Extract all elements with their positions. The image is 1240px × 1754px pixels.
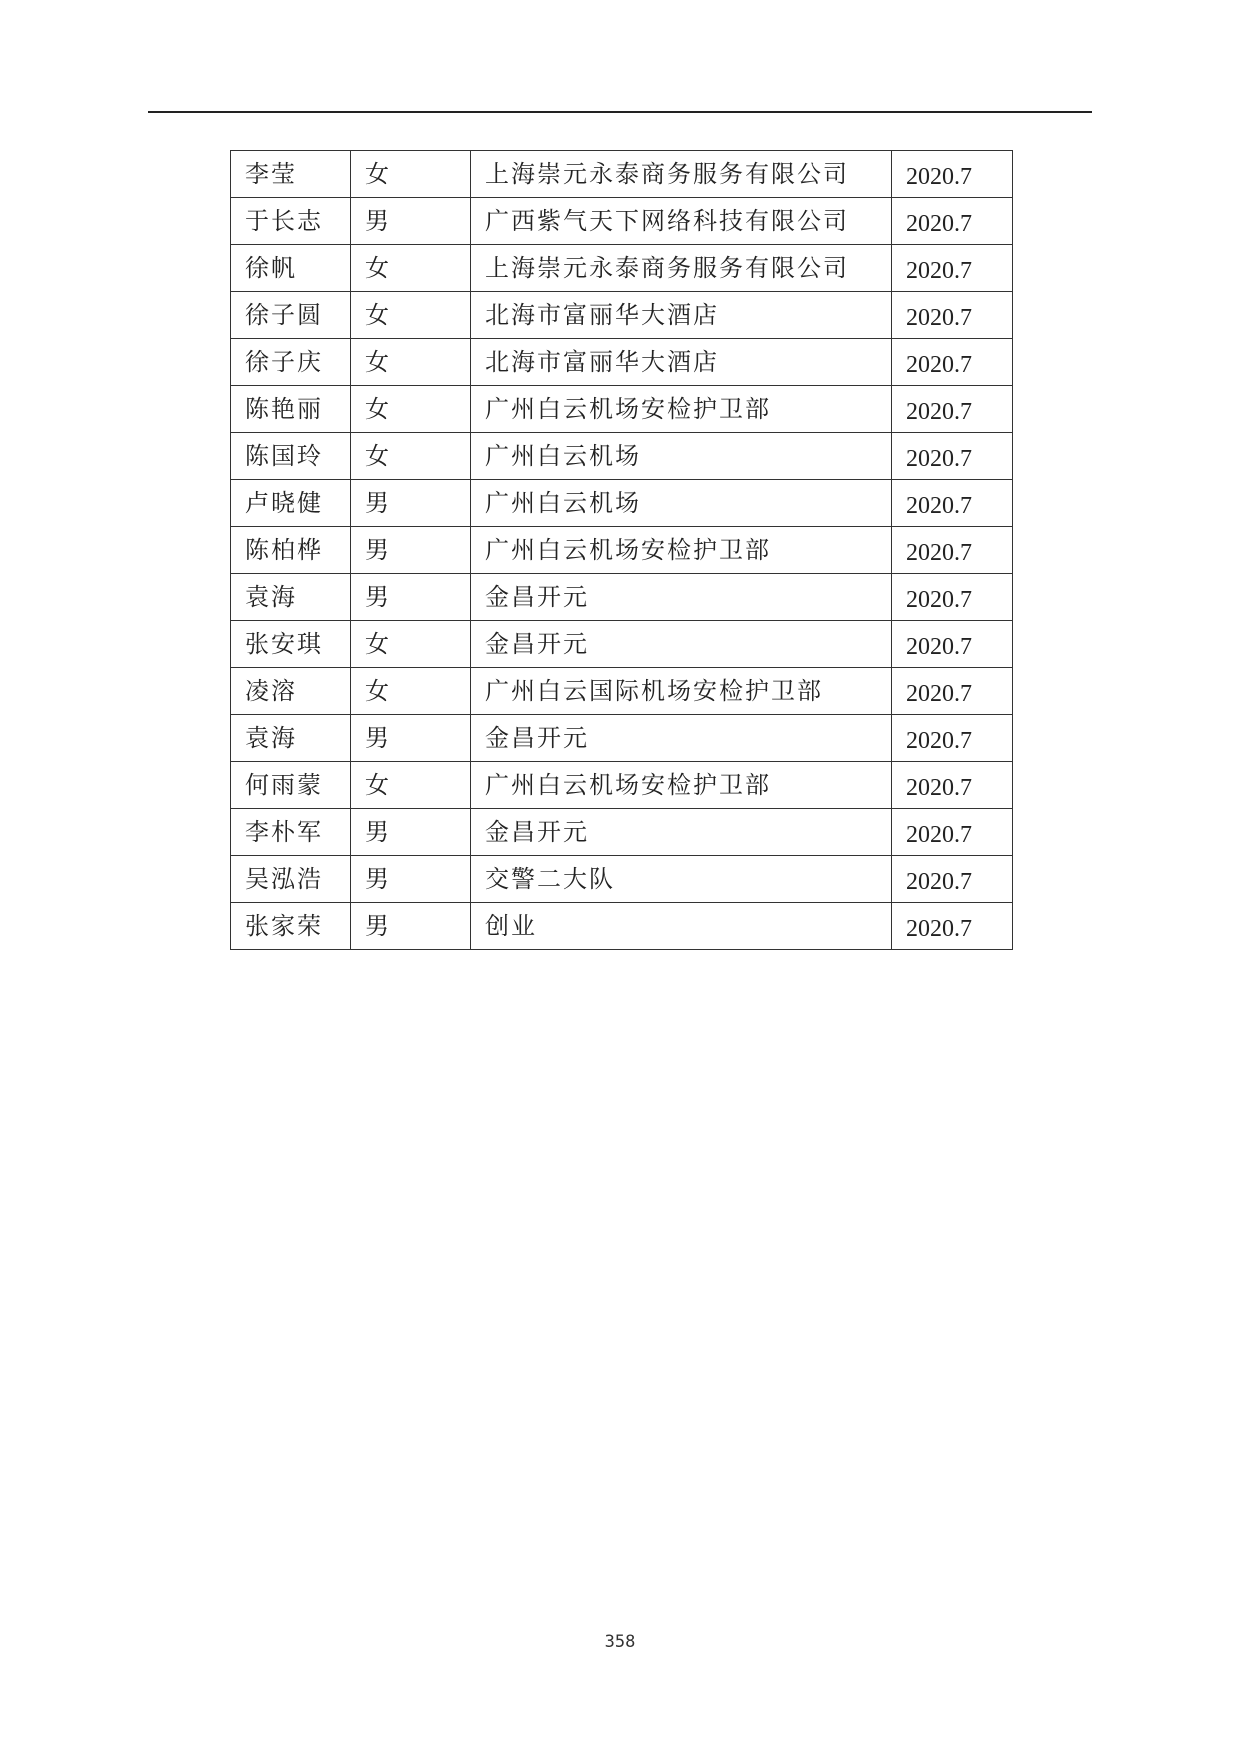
name-cell: 凌溶 bbox=[231, 668, 351, 715]
employer-cell: 上海崇元永泰商务服务有限公司 bbox=[471, 151, 892, 198]
employer-cell: 广州白云机场安检护卫部 bbox=[471, 527, 892, 574]
employer-cell: 金昌开元 bbox=[471, 809, 892, 856]
employer-cell: 广州白云机场 bbox=[471, 433, 892, 480]
employer-cell: 广州白云机场 bbox=[471, 480, 892, 527]
name-cell: 徐帆 bbox=[231, 245, 351, 292]
table-row bbox=[231, 245, 1013, 292]
employment-table bbox=[230, 150, 1013, 950]
employer-cell: 广西紫气天下网络科技有限公司 bbox=[471, 198, 892, 245]
table-row bbox=[231, 715, 1013, 762]
name-cell: 李莹 bbox=[231, 151, 351, 198]
name-cell: 陈柏桦 bbox=[231, 527, 351, 574]
gender-cell: 女 bbox=[351, 386, 471, 433]
table-row bbox=[231, 903, 1013, 950]
gender-cell: 男 bbox=[351, 809, 471, 856]
table-row bbox=[231, 574, 1013, 621]
date-cell: 2020.7 bbox=[892, 292, 1013, 339]
name-cell: 袁海 bbox=[231, 574, 351, 621]
gender-cell: 男 bbox=[351, 574, 471, 621]
table-body bbox=[231, 151, 1013, 950]
date-cell: 2020.7 bbox=[892, 715, 1013, 762]
employer-cell: 北海市富丽华大酒店 bbox=[471, 292, 892, 339]
name-cell: 袁海 bbox=[231, 715, 351, 762]
date-cell: 2020.7 bbox=[892, 527, 1013, 574]
gender-cell: 女 bbox=[351, 339, 471, 386]
date-cell: 2020.7 bbox=[892, 245, 1013, 292]
name-cell: 陈艳丽 bbox=[231, 386, 351, 433]
employer-cell: 广州白云国际机场安检护卫部 bbox=[471, 668, 892, 715]
date-cell: 2020.7 bbox=[892, 621, 1013, 668]
table-row bbox=[231, 668, 1013, 715]
gender-cell: 女 bbox=[351, 433, 471, 480]
gender-cell: 女 bbox=[351, 245, 471, 292]
employer-cell: 金昌开元 bbox=[471, 621, 892, 668]
employer-cell: 交警二大队 bbox=[471, 856, 892, 903]
name-cell: 何雨蒙 bbox=[231, 762, 351, 809]
gender-cell: 男 bbox=[351, 480, 471, 527]
date-cell: 2020.7 bbox=[892, 480, 1013, 527]
name-cell: 张安琪 bbox=[231, 621, 351, 668]
name-cell: 李朴军 bbox=[231, 809, 351, 856]
gender-cell: 女 bbox=[351, 762, 471, 809]
employer-cell: 上海崇元永泰商务服务有限公司 bbox=[471, 245, 892, 292]
name-cell: 吴泓浩 bbox=[231, 856, 351, 903]
name-cell: 张家荣 bbox=[231, 903, 351, 950]
table-row bbox=[231, 809, 1013, 856]
name-cell: 陈国玲 bbox=[231, 433, 351, 480]
gender-cell: 女 bbox=[351, 621, 471, 668]
date-cell: 2020.7 bbox=[892, 339, 1013, 386]
name-cell: 卢晓健 bbox=[231, 480, 351, 527]
table-row bbox=[231, 433, 1013, 480]
employer-cell: 北海市富丽华大酒店 bbox=[471, 339, 892, 386]
page-number: 358 bbox=[604, 1632, 636, 1652]
table-row bbox=[231, 480, 1013, 527]
gender-cell: 男 bbox=[351, 903, 471, 950]
employer-cell: 创业 bbox=[471, 903, 892, 950]
date-cell: 2020.7 bbox=[892, 762, 1013, 809]
employer-cell: 广州白云机场安检护卫部 bbox=[471, 386, 892, 433]
name-cell: 徐子圆 bbox=[231, 292, 351, 339]
date-cell: 2020.7 bbox=[892, 151, 1013, 198]
date-cell: 2020.7 bbox=[892, 574, 1013, 621]
date-cell: 2020.7 bbox=[892, 198, 1013, 245]
date-cell: 2020.7 bbox=[892, 809, 1013, 856]
employer-cell: 金昌开元 bbox=[471, 574, 892, 621]
table-row bbox=[231, 151, 1013, 198]
table-row bbox=[231, 621, 1013, 668]
gender-cell: 女 bbox=[351, 668, 471, 715]
date-cell: 2020.7 bbox=[892, 433, 1013, 480]
gender-cell: 男 bbox=[351, 198, 471, 245]
employer-cell: 广州白云机场安检护卫部 bbox=[471, 762, 892, 809]
name-cell: 于长志 bbox=[231, 198, 351, 245]
gender-cell: 男 bbox=[351, 527, 471, 574]
name-cell: 徐子庆 bbox=[231, 339, 351, 386]
table-row bbox=[231, 339, 1013, 386]
gender-cell: 女 bbox=[351, 292, 471, 339]
employer-cell: 金昌开元 bbox=[471, 715, 892, 762]
date-cell: 2020.7 bbox=[892, 903, 1013, 950]
date-cell: 2020.7 bbox=[892, 856, 1013, 903]
gender-cell: 女 bbox=[351, 151, 471, 198]
table-row bbox=[231, 762, 1013, 809]
gender-cell: 男 bbox=[351, 856, 471, 903]
date-cell: 2020.7 bbox=[892, 668, 1013, 715]
table-row bbox=[231, 292, 1013, 339]
table-row bbox=[231, 856, 1013, 903]
table-row bbox=[231, 527, 1013, 574]
table-row bbox=[231, 198, 1013, 245]
date-cell: 2020.7 bbox=[892, 386, 1013, 433]
gender-cell: 男 bbox=[351, 715, 471, 762]
header-rule bbox=[148, 111, 1092, 113]
table-row bbox=[231, 386, 1013, 433]
